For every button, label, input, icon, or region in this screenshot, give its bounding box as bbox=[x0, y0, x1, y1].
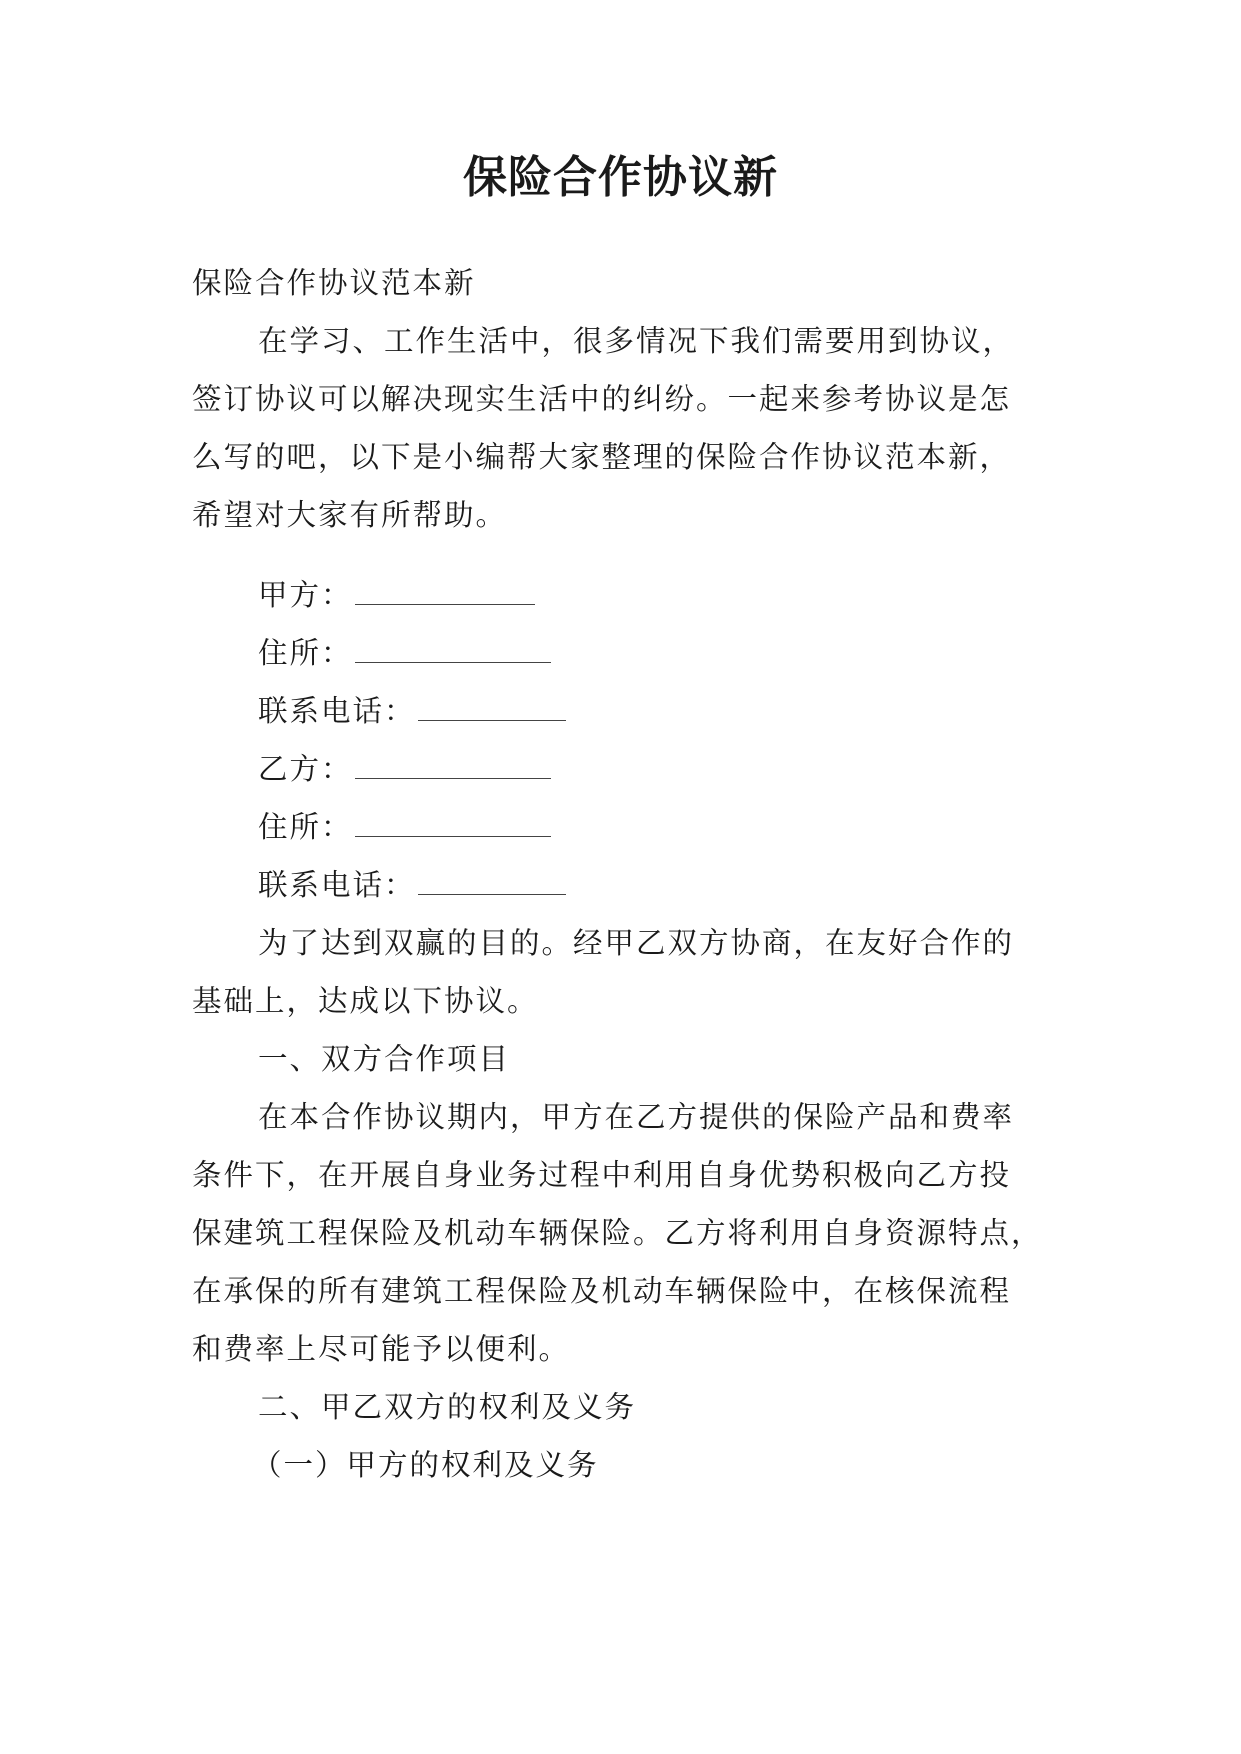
intro-line: 在学习、工作生活中，很多情况下我们需要用到协议， bbox=[258, 324, 1015, 358]
intro-line: 么写的吧，以下是小编帮大家整理的保险合作协议范本新， bbox=[192, 440, 1012, 474]
purpose-line: 为了达到双赢的目的。经甲乙双方协商，在友好合作的 bbox=[258, 926, 1015, 960]
party-a-name-row bbox=[192, 566, 1072, 624]
intro-line: 签订协议可以解决现实生活中的纠纷。一起来参考协议是怎 bbox=[192, 382, 1012, 416]
party-b-address-label: 住所： bbox=[258, 810, 353, 844]
section1-line: 条件下，在开展自身业务过程中利用自身优势积极向乙方投 bbox=[192, 1158, 1012, 1192]
section1-line: 和费率上尽可能予以便利。 bbox=[192, 1332, 571, 1366]
intro-block bbox=[192, 254, 1072, 544]
party-a-address-blank bbox=[355, 640, 551, 663]
party-b-phone-row bbox=[192, 856, 1072, 914]
section1-line: 保建筑工程保险及机动车辆保险。乙方将利用自身资源特点， bbox=[192, 1216, 1043, 1250]
section1-line: 在承保的所有建筑工程保险及机动车辆保险中，在核保流程 bbox=[192, 1274, 1012, 1308]
party-a-name-blank bbox=[355, 582, 535, 605]
party-a-phone-row bbox=[192, 682, 1072, 740]
party-a-address-row bbox=[192, 624, 1072, 682]
party-a-name-label: 甲方： bbox=[258, 578, 353, 612]
section1-line: 在本合作协议期内，甲方在乙方提供的保险产品和费率 bbox=[258, 1100, 1015, 1134]
party-b-address-blank bbox=[355, 814, 551, 837]
party-b-address-row bbox=[192, 798, 1072, 856]
party-a-phone-label: 联系电话： bbox=[258, 694, 416, 728]
section1-heading: 一、双方合作项目 bbox=[258, 1042, 511, 1076]
party-b-name-row bbox=[192, 740, 1072, 798]
section2-heading: 二、甲乙双方的权利及义务 bbox=[258, 1390, 637, 1424]
document-subtitle: 保险合作协议范本新 bbox=[192, 266, 476, 300]
party-b-phone-blank bbox=[418, 872, 566, 895]
document-title: 保险合作协议新 bbox=[463, 152, 778, 203]
party-b-name-blank bbox=[355, 756, 551, 779]
party-a-phone-blank bbox=[418, 698, 566, 721]
party-info-block bbox=[192, 566, 1072, 1494]
section2-subheading: （一）甲方的权利及义务 bbox=[252, 1448, 599, 1482]
purpose-line: 基础上，达成以下协议。 bbox=[192, 984, 539, 1018]
party-b-phone-label: 联系电话： bbox=[258, 868, 416, 902]
party-b-name-label: 乙方： bbox=[258, 752, 353, 786]
intro-line: 希望对大家有所帮助。 bbox=[192, 498, 508, 532]
party-a-address-label: 住所： bbox=[258, 636, 353, 670]
